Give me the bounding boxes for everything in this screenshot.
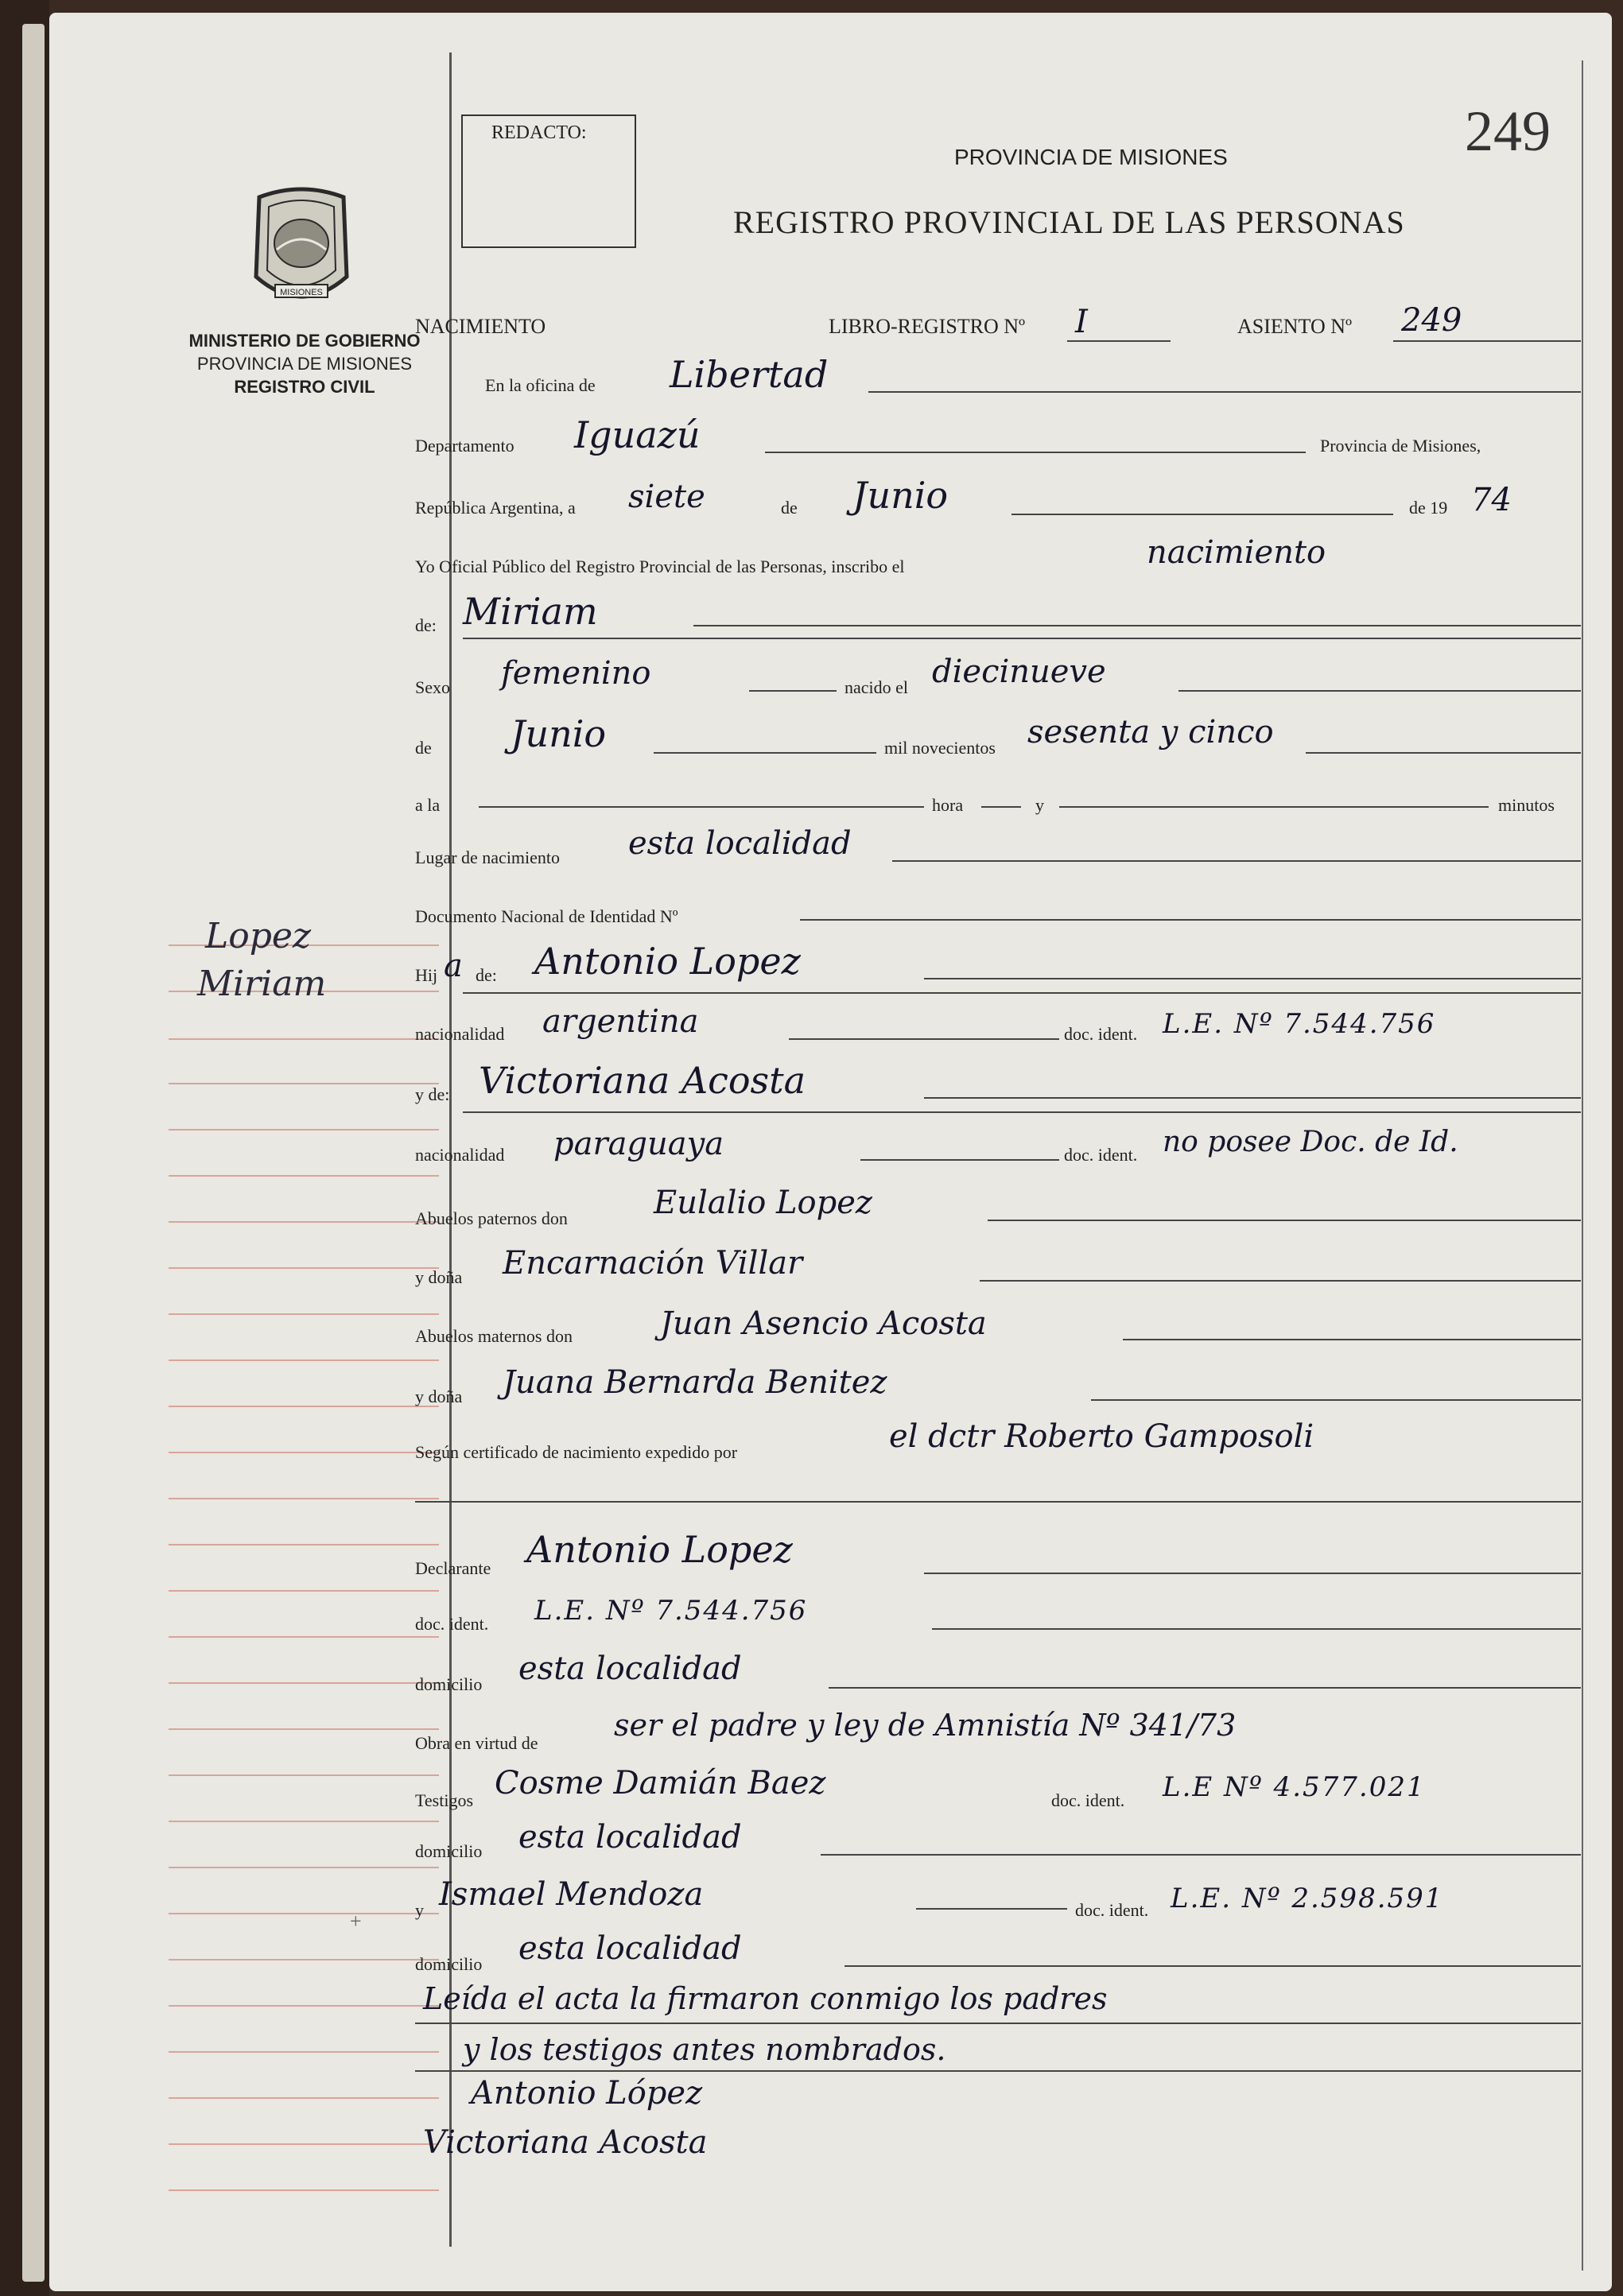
inscribe-value: nacimiento xyxy=(1147,534,1326,571)
sexo-label: Sexo xyxy=(415,677,450,697)
mes-value: Junio xyxy=(852,474,949,517)
lugar-label: Lugar de nacimiento xyxy=(415,847,561,867)
signature-father: Antonio López xyxy=(471,2075,703,2112)
declarante-value: Antonio Lopez xyxy=(526,1528,793,1571)
padre-doc-value: L.E. Nº 7.544.756 xyxy=(1163,1008,1436,1040)
previous-page-edge xyxy=(22,24,45,2282)
mil-novecientos-label: mil novecientos xyxy=(884,738,996,758)
y-label: y xyxy=(1035,795,1044,815)
de-colon-label-2: de: xyxy=(476,965,497,985)
abuela-materna-value: Juana Bernarda Benitez xyxy=(503,1364,887,1401)
nacido-el-label: nacido el xyxy=(845,677,909,697)
declarante-doc-label: doc. ident. xyxy=(415,1614,489,1634)
ministry-line-2: PROVINCIA DE MISIONES xyxy=(196,354,413,374)
provincia-misiones-label: Provincia de Misiones, xyxy=(1320,436,1481,456)
abuelo-paterno-value: Eulalio Lopez xyxy=(654,1185,872,1221)
margin-surname: Lopez xyxy=(205,916,312,956)
margin-given-name: Miriam xyxy=(197,964,327,1004)
declarante-domicilio-label: domicilio xyxy=(415,1674,483,1694)
declarante-domicilio-value: esta localidad xyxy=(518,1650,742,1687)
oficial-label: Yo Oficial Público del Registro Provincial de las Personas, inscribo el xyxy=(415,557,905,576)
nacido-mes-value: Junio xyxy=(511,712,607,755)
sexo-value: femenino xyxy=(501,655,651,692)
ministry-line-3: REGISTRO CIVIL xyxy=(234,377,375,397)
segun-label: Según certificado de nacimiento expedido por xyxy=(415,1442,738,1462)
certificado-value: el dctr Roberto Gamposoli xyxy=(889,1418,1314,1455)
document-page xyxy=(49,13,1612,2291)
right-border xyxy=(1582,60,1583,2271)
nacido-el-value: diecinueve xyxy=(932,654,1106,690)
documento-label: Documento Nacional de Identidad Nº xyxy=(415,906,678,926)
hijo-suffix: a xyxy=(444,948,463,984)
hora-label: hora xyxy=(932,795,964,815)
testigo2-domicilio-label: domicilio xyxy=(415,1954,483,1974)
nacido-anio-value: sesenta y cinco xyxy=(1027,714,1274,750)
y-de-label: y de: xyxy=(415,1084,450,1104)
abuela-paterna-value: Encarnación Villar xyxy=(503,1245,803,1282)
de-label: de xyxy=(781,498,798,518)
abuelos-paternos-label: Abuelos paternos don xyxy=(415,1208,568,1228)
testigo1-value: Cosme Damián Baez xyxy=(495,1765,826,1802)
departamento-label: Departamento xyxy=(415,436,514,456)
testigo1-domicilio-value: esta localidad xyxy=(518,1819,742,1856)
ministry-block xyxy=(169,329,441,398)
y-testigo-label: y xyxy=(415,1900,424,1920)
oficina-value: Libertad xyxy=(670,353,829,396)
asiento-value: 249 xyxy=(1401,302,1462,339)
lugar-value: esta localidad xyxy=(628,825,852,862)
abuela-paterna-label: y doña xyxy=(415,1267,463,1287)
asiento-label: ASIENTO Nº xyxy=(1237,315,1353,338)
margin-mark: + xyxy=(350,1910,362,1933)
testigo2-value: Ismael Mendoza xyxy=(439,1876,704,1913)
svg-text:MISIONES: MISIONES xyxy=(280,288,323,297)
padre-value: Antonio Lopez xyxy=(534,940,801,983)
registry-title: REGISTRO PROVINCIAL DE LAS PERSONAS xyxy=(733,204,1405,240)
testigo2-doc-value: L.E. Nº 2.598.591 xyxy=(1171,1883,1444,1914)
madre-doc-label: doc. ident. xyxy=(1064,1145,1138,1165)
signature-mother: Victoriana Acosta xyxy=(423,2124,708,2161)
de-19-label: de 19 xyxy=(1409,498,1448,518)
hijo-label: Hij xyxy=(415,965,438,985)
page-number: 249 xyxy=(1465,99,1551,163)
madre-nacionalidad-label: nacionalidad xyxy=(415,1145,505,1165)
anio-value: 74 xyxy=(1471,482,1512,518)
testigo1-doc-label: doc. ident. xyxy=(1051,1790,1125,1810)
declarante-doc-value: L.E. Nº 7.544.756 xyxy=(534,1595,808,1627)
redacto-box xyxy=(461,114,636,248)
minutos-label: minutos xyxy=(1498,795,1555,815)
oficina-label: En la oficina de xyxy=(485,375,596,395)
testigo2-domicilio-value: esta localidad xyxy=(518,1930,742,1967)
madre-value: Victoriana Acosta xyxy=(479,1059,806,1102)
dia-value: siete xyxy=(628,479,705,515)
nacimiento-label: NACIMIENTO xyxy=(415,315,546,338)
a-la-label: a la xyxy=(415,795,441,815)
nombre-value: Miriam xyxy=(463,590,598,633)
libro-label: LIBRO-REGISTRO Nº xyxy=(829,315,1026,338)
closing-line-2: y los testigos antes nombrados. xyxy=(463,2032,946,2067)
declarante-label: Declarante xyxy=(415,1558,491,1578)
madre-nacionalidad-value: paraguaya xyxy=(553,1126,724,1162)
departamento-value: Iguazú xyxy=(574,413,701,456)
abuelo-materno-value: Juan Asencio Acosta xyxy=(660,1305,987,1342)
ministry-line-1: MINISTERIO DE GOBIERNO xyxy=(188,331,421,351)
libro-value: I xyxy=(1075,304,1088,340)
padre-nacionalidad-label: nacionalidad xyxy=(415,1024,505,1044)
obra-value: ser el padre y ley de Amnistía Nº 341/73 xyxy=(614,1708,1237,1743)
de-colon-label: de: xyxy=(415,615,437,635)
republica-label: República Argentina, a xyxy=(415,498,576,518)
abuela-materna-label: y doña xyxy=(415,1387,463,1406)
coat-of-arms-icon xyxy=(243,181,359,313)
redacto-label: REDACTO: xyxy=(491,122,587,143)
testigo1-doc-value: L.E Nº 4.577.021 xyxy=(1163,1771,1426,1803)
madre-doc-value: no posee Doc. de Id. xyxy=(1163,1126,1458,1158)
testigos-label: Testigos xyxy=(415,1790,474,1810)
testigo2-doc-label: doc. ident. xyxy=(1075,1900,1149,1920)
abuelos-maternos-label: Abuelos maternos don xyxy=(415,1326,573,1346)
province-title: PROVINCIA DE MISIONES xyxy=(954,145,1228,169)
padre-doc-label: doc. ident. xyxy=(1064,1024,1138,1044)
de-label-2: de xyxy=(415,738,432,758)
obra-label: Obra en virtud de xyxy=(415,1733,538,1753)
closing-line-1: Leída el acta la firmaron conmigo los padres xyxy=(423,1981,1108,2016)
padre-nacionalidad-value: argentina xyxy=(542,1003,699,1040)
testigo1-domicilio-label: domicilio xyxy=(415,1841,483,1861)
